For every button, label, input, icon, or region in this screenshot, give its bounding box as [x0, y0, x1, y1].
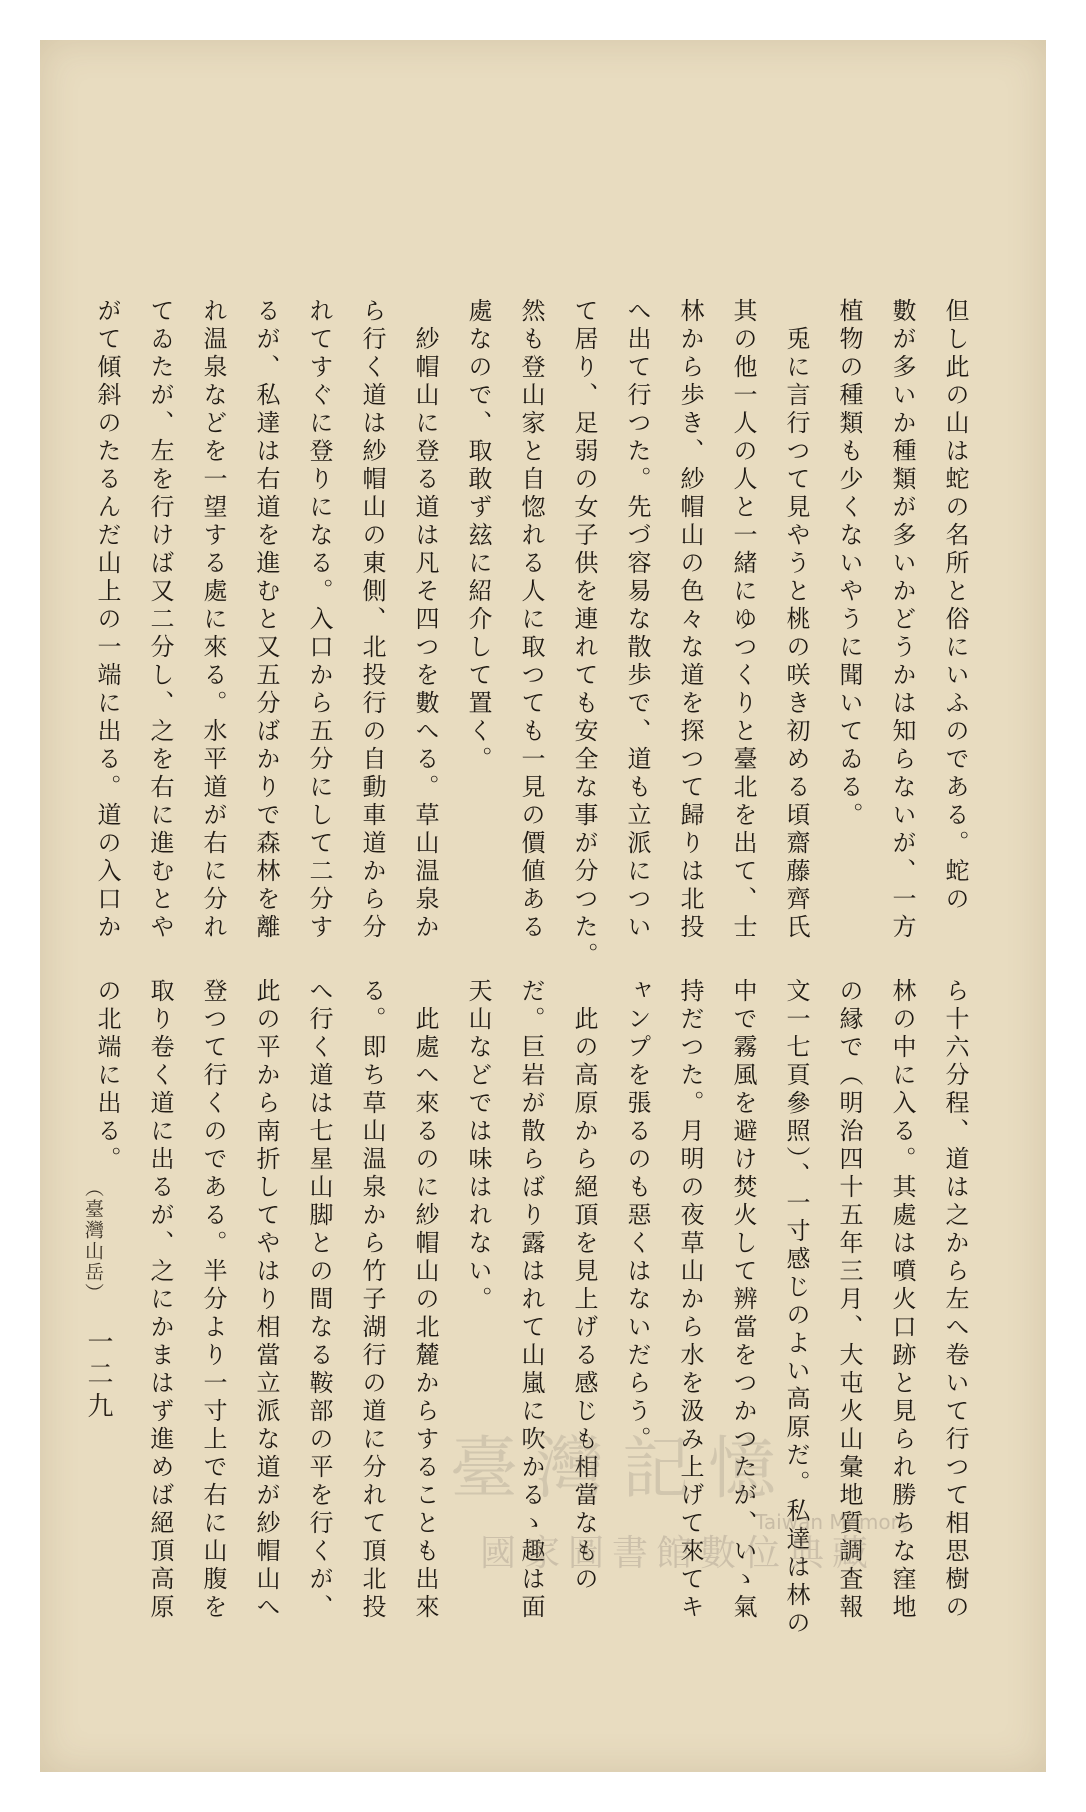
text-line: 植物の種類も少くないやうに聞いてゐる。 — [835, 298, 863, 830]
text-line: だ。巨岩が散らばり露はれて山嵐に吹かるゝ趣は面 — [517, 978, 545, 1622]
watermark-english: Taiwan Memory — [755, 1510, 911, 1534]
text-line: ら行く道は紗帽山の東側、北投行の自動車道から分 — [358, 298, 386, 942]
text-line: 持だつた。月明の夜草山から水を汲み上げて來てキ — [676, 978, 704, 1622]
text-line: 登つて行くのである。半分より一寸上で右に山腹を — [199, 978, 227, 1622]
text-line: 林から歩き、紗帽山の色々な道を探つて歸りは北投 — [676, 298, 704, 942]
text-line: れてすぐに登りになる。入口から五分にして二分す — [305, 298, 333, 942]
book-page — [40, 40, 1046, 1772]
text-line: へ出て行つた。先づ容易な散歩で、道も立派につい — [623, 298, 651, 942]
text-line: がて傾斜のたるんだ山上の一端に出る。道の入口か — [93, 298, 121, 942]
text-line: 處なので、取敢ず玆に紹介して置く。 — [464, 298, 492, 774]
text-line: れ温泉などを一望する處に來る。水平道が右に分れ — [199, 298, 227, 942]
running-title: （臺灣山岳） — [82, 1178, 104, 1304]
text-line: 林の中に入る。其處は噴火口跡と見られ勝ちな窪地 — [888, 978, 916, 1622]
text-line: て居り、足弱の女子供を連れても安全な事が分つた。 — [570, 298, 598, 970]
text-line: 中で霧風を避け焚火して辨當をつかつたが、いゝ氣 — [729, 978, 757, 1622]
text-line: 此處へ來るのに紗帽山の北麓からすることも出來 — [411, 978, 439, 1622]
upper-text-block — [80, 298, 981, 978]
text-line: へ行く道は七星山脚との間なる鞍部の平を行くが、 — [305, 978, 333, 1622]
text-line: ャンプを張るのも惡くはないだらう。 — [623, 978, 651, 1454]
text-line: る。即ち草山温泉から竹子湖行の道に分れて頂北投 — [358, 978, 386, 1622]
text-line: 數が多いか種類が多いかどうかは知らないが、一方 — [888, 298, 916, 942]
watermark-calligraphy: 臺灣記憶 — [450, 1430, 795, 1509]
page-number: 一二九 — [83, 1328, 113, 1424]
text-line: 紗帽山に登る道は凡そ四つを數へる。草山温泉か — [411, 298, 439, 942]
text-line: 兎に言行つて見やうと桃の咲き初める頃齋藤齊氏 — [782, 298, 810, 942]
text-line: 但し此の山は蛇の名所と俗にいふのである。蛇の — [941, 298, 969, 914]
text-line: 此の平から南折してやはり相當立派な道が紗帽山へ — [252, 978, 280, 1622]
text-line: てゐたが、左を行けば又二分し、之を右に進むとや — [146, 298, 174, 942]
text-line: 取り卷く道に出るが、之にかまはず進めば絕頂高原 — [146, 978, 174, 1622]
text-line: の縁で（明治四十五年三月、大屯火山彙地質調査報 — [835, 978, 863, 1622]
text-line: 文一七頁參照）、一寸感じのよい高原だ。私達は林の — [782, 978, 810, 1638]
text-line: るが、私達は右道を進むと又五分ばかりで森林を離 — [252, 298, 280, 942]
text-line: 然も登山家と自惚れる人に取つても一見の價値ある — [517, 298, 545, 942]
text-line: 其の他一人の人と一緒にゆつくりと臺北を出て、士 — [729, 298, 757, 942]
text-line: ら十六分程、道は之から左へ卷いて行つて相思樹の — [941, 978, 969, 1622]
watermark-institution: 國家圖書館數位典藏 — [480, 1533, 877, 1574]
text-line: の北端に出る。 — [93, 978, 121, 1174]
text-line: 天山などでは味はれない。 — [464, 978, 492, 1314]
text-line: 此の高原から絕頂を見上げる感じも相當なもの — [570, 978, 598, 1594]
